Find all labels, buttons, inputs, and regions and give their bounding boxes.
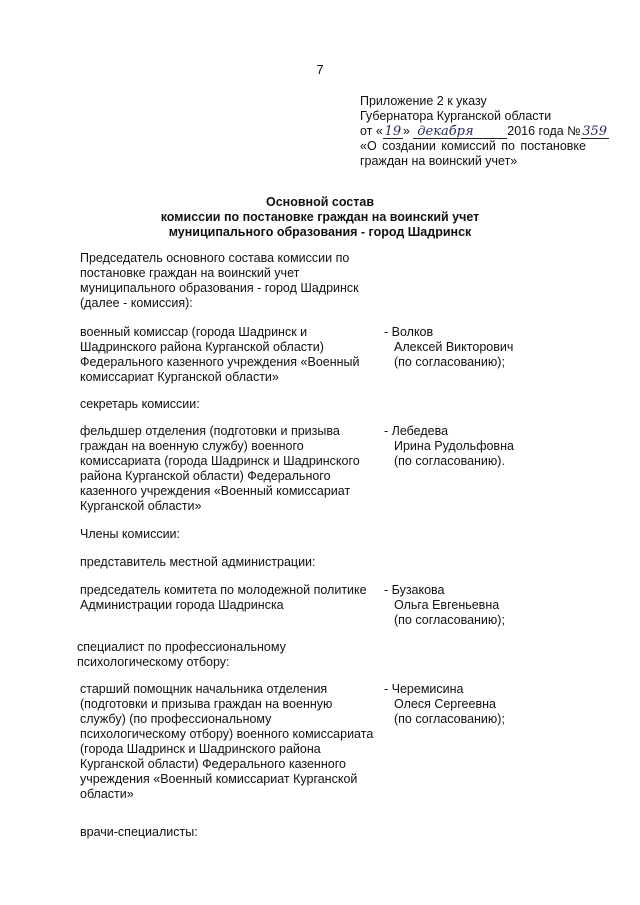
secretary-heading: секретарь комиссии: bbox=[80, 397, 200, 411]
secretary-position: фельдшер отделения (подготовки и призыва граждан на военную службу) военного комиссариата (города Шадринск и Шадринского района Курганской области) Федерального казенного учреждения «Военный комиссариат Курганской области» bbox=[80, 424, 360, 513]
chairman-given-name: Алексей Викторович bbox=[394, 340, 514, 354]
secretary-person bbox=[384, 424, 600, 514]
chairman-entry bbox=[80, 325, 600, 385]
chairman-surname: - Волков bbox=[384, 325, 434, 339]
psych-heading: специалист по профессиональному психологическому отбору: bbox=[77, 640, 286, 669]
handwritten-day: 19 bbox=[384, 124, 402, 139]
psych-entry bbox=[80, 682, 600, 802]
chairman-heading: Председатель основного состава комиссии по постановке граждан на воинский учет муниципального образования - город Шадринск (далее - комиссия): bbox=[80, 251, 359, 310]
page-number: 7 bbox=[316, 62, 324, 77]
annex-from-prefix: от « bbox=[360, 124, 383, 138]
secretary-note: (по согласованию). bbox=[394, 454, 505, 468]
local-admin-heading: представитель местной администрации: bbox=[80, 555, 316, 569]
annex-line-1: Приложение 2 к указу bbox=[360, 94, 487, 108]
annex-line-2: Губернатора Курганской области bbox=[360, 109, 552, 123]
chairman-person bbox=[384, 325, 600, 385]
document-title-line-3: муниципального образования - город Шадринск bbox=[168, 225, 472, 239]
chairman-position: военный комиссар (города Шадринск и Шадринского района Курганской области) Федерального казенного учреждения «Военный комиссариат Курганской области» bbox=[80, 325, 360, 384]
annex-quote-close: » bbox=[402, 124, 410, 138]
local-admin-entry bbox=[80, 583, 600, 628]
psych-surname: - Черемисина bbox=[384, 682, 464, 696]
psych-given-name: Олеся Сергеевна bbox=[394, 697, 496, 711]
local-admin-surname: - Бузакова bbox=[384, 583, 445, 597]
members-heading: Члены комиссии: bbox=[80, 527, 181, 541]
chairman-note: (по согласованию); bbox=[394, 355, 505, 369]
annex-year-text: 2016 года № bbox=[507, 124, 581, 138]
handwritten-decree-number: 359 bbox=[582, 124, 608, 139]
psych-person bbox=[384, 682, 600, 802]
annex-decree-title-2: граждан на воинский учет» bbox=[360, 154, 518, 168]
handwritten-month: декабря bbox=[413, 125, 507, 139]
secretary-surname: - Лебедева bbox=[384, 424, 449, 438]
document-title-line-2: комиссии по постановке граждан на воинский учет bbox=[160, 210, 480, 224]
doctors-heading: врачи-специалисты: bbox=[80, 825, 198, 839]
local-admin-position: председатель комитета по молодежной политике Администрации города Шадринска bbox=[80, 583, 367, 612]
local-admin-person bbox=[384, 583, 600, 628]
psych-position: старший помощник начальника отделения (подготовки и призыва граждан на военную службу) (по профессиональному психологическому отбору) военного комиссариата (города Шадринск и Шадринского района Курганской области) Федерального казенного учреждения «Военный комиссариат Курганской области» bbox=[80, 682, 374, 801]
annex-block bbox=[360, 94, 608, 169]
commission-list bbox=[77, 251, 600, 840]
secretary-entry bbox=[80, 424, 600, 514]
local-admin-note: (по согласованию); bbox=[394, 613, 505, 627]
psych-note: (по согласованию); bbox=[394, 712, 505, 726]
annex-decree-title-1: «О создании комиссий по постановке bbox=[360, 139, 586, 153]
annex-date-line bbox=[360, 124, 608, 139]
local-admin-given-name: Ольга Евгеньевна bbox=[394, 598, 500, 612]
document-title-line-1: Основной состав bbox=[265, 195, 375, 209]
secretary-given-name: Ирина Рудольфовна bbox=[394, 439, 514, 453]
